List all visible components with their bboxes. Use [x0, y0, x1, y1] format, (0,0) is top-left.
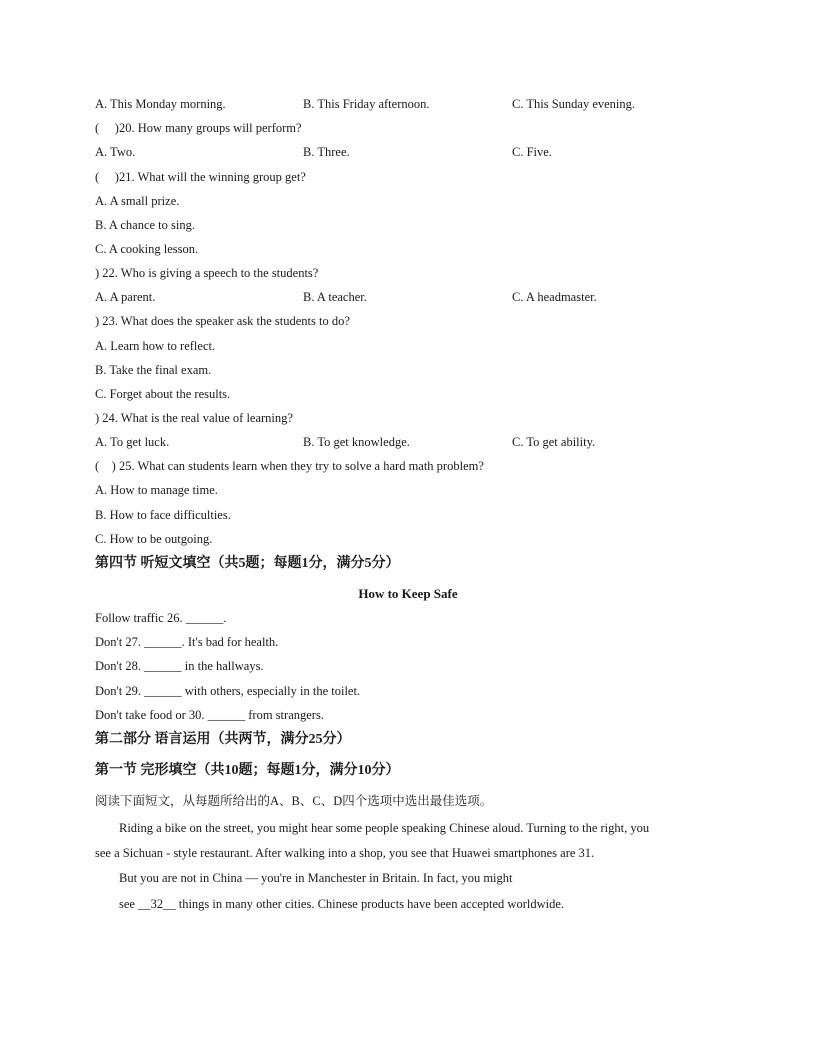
- q23-option-a: A. Learn how to reflect.: [95, 339, 216, 353]
- q23-stem: ) 23. What does the speaker ask the students to do?: [95, 314, 350, 328]
- q25-stem: ( ) 25. What can students learn when they try to solve a hard math problem?: [95, 459, 484, 473]
- q24-stem: ) 24. What is the real value of learning?: [95, 411, 293, 425]
- passage-p2-line1: But you are not in China — you're in Manchester in Britain. In fact, you might: [119, 871, 513, 885]
- q25-option-b: B. How to face difficulties.: [95, 508, 231, 522]
- cloze-section-heading: 第一节 完形填空（共10题；每题1分，满分10分）: [95, 763, 400, 778]
- q20-option-c: C. Five.: [512, 145, 552, 159]
- q24-option-c: C. To get ability.: [512, 435, 596, 449]
- q19-option-a: A. This Monday morning.: [95, 97, 226, 111]
- q24-option-b: B. To get knowledge.: [303, 435, 410, 449]
- fill-line-29: Don't 29. ______ with others, especially in the toilet.: [95, 684, 361, 698]
- q21-option-a: A. A small prize.: [95, 194, 180, 208]
- q20-option-a: A. Two.: [95, 145, 136, 159]
- cloze-instruction: 阅读下面短文，从每题所给出的A、B、C、D四个选项中选出最佳选项。: [95, 794, 493, 808]
- q20-stem: ( )20. How many groups will perform?: [95, 121, 302, 135]
- q23-option-b: B. Take the final exam.: [95, 363, 212, 377]
- q22-option-c: C. A headmaster.: [512, 290, 597, 304]
- q22-option-b: B. A teacher.: [303, 290, 367, 304]
- passage-p1-line2: see a Sichuan - style restaurant. After walking into a shop, you see that Huawei smartphones are 31.: [95, 846, 595, 860]
- passage-p2-post: things in many other cities. Chinese products have been accepted worldwide.: [175, 897, 565, 911]
- q21-option-c: C. A cooking lesson.: [95, 242, 199, 256]
- q25-option-a: A. How to manage time.: [95, 483, 218, 497]
- passage-p1-line1: Riding a bike on the street, you might hear some people speaking Chinese aloud. Turning to the right, you: [119, 821, 650, 835]
- blank-32: __32__: [138, 897, 176, 911]
- q19-option-b: B. This Friday afternoon.: [303, 97, 430, 111]
- fill-line-30: Don't take food or 30. ______ from strangers.: [95, 708, 324, 722]
- q22-stem: ) 22. Who is giving a speech to the students?: [95, 266, 319, 280]
- section4-heading: 第四节 听短文填空（共5题；每题1分，满分5分）: [95, 556, 400, 571]
- q24-option-a: A. To get luck.: [95, 435, 170, 449]
- q23-option-c: C. Forget about the results.: [95, 387, 231, 401]
- q21-stem: ( )21. What will the winning group get?: [95, 170, 306, 184]
- section4-title: How to Keep Safe: [358, 586, 458, 601]
- q19-option-c: C. This Sunday evening.: [512, 97, 636, 111]
- part2-heading: 第二部分 语言运用（共两节，满分25分）: [95, 732, 351, 747]
- fill-line-27: Don't 27. ______. It's bad for health.: [95, 635, 279, 649]
- passage-p2-pre: see: [119, 897, 139, 911]
- fill-line-26: Follow traffic 26. ______.: [95, 611, 227, 625]
- q25-option-c: C. How to be outgoing.: [95, 532, 213, 546]
- fill-line-28: Don't 28. ______ in the hallways.: [95, 659, 264, 673]
- q21-option-b: B. A chance to sing.: [95, 218, 195, 232]
- q20-option-b: B. Three.: [303, 145, 350, 159]
- q22-option-a: A. A parent.: [95, 290, 156, 304]
- passage-p2-line2: [119, 898, 564, 911]
